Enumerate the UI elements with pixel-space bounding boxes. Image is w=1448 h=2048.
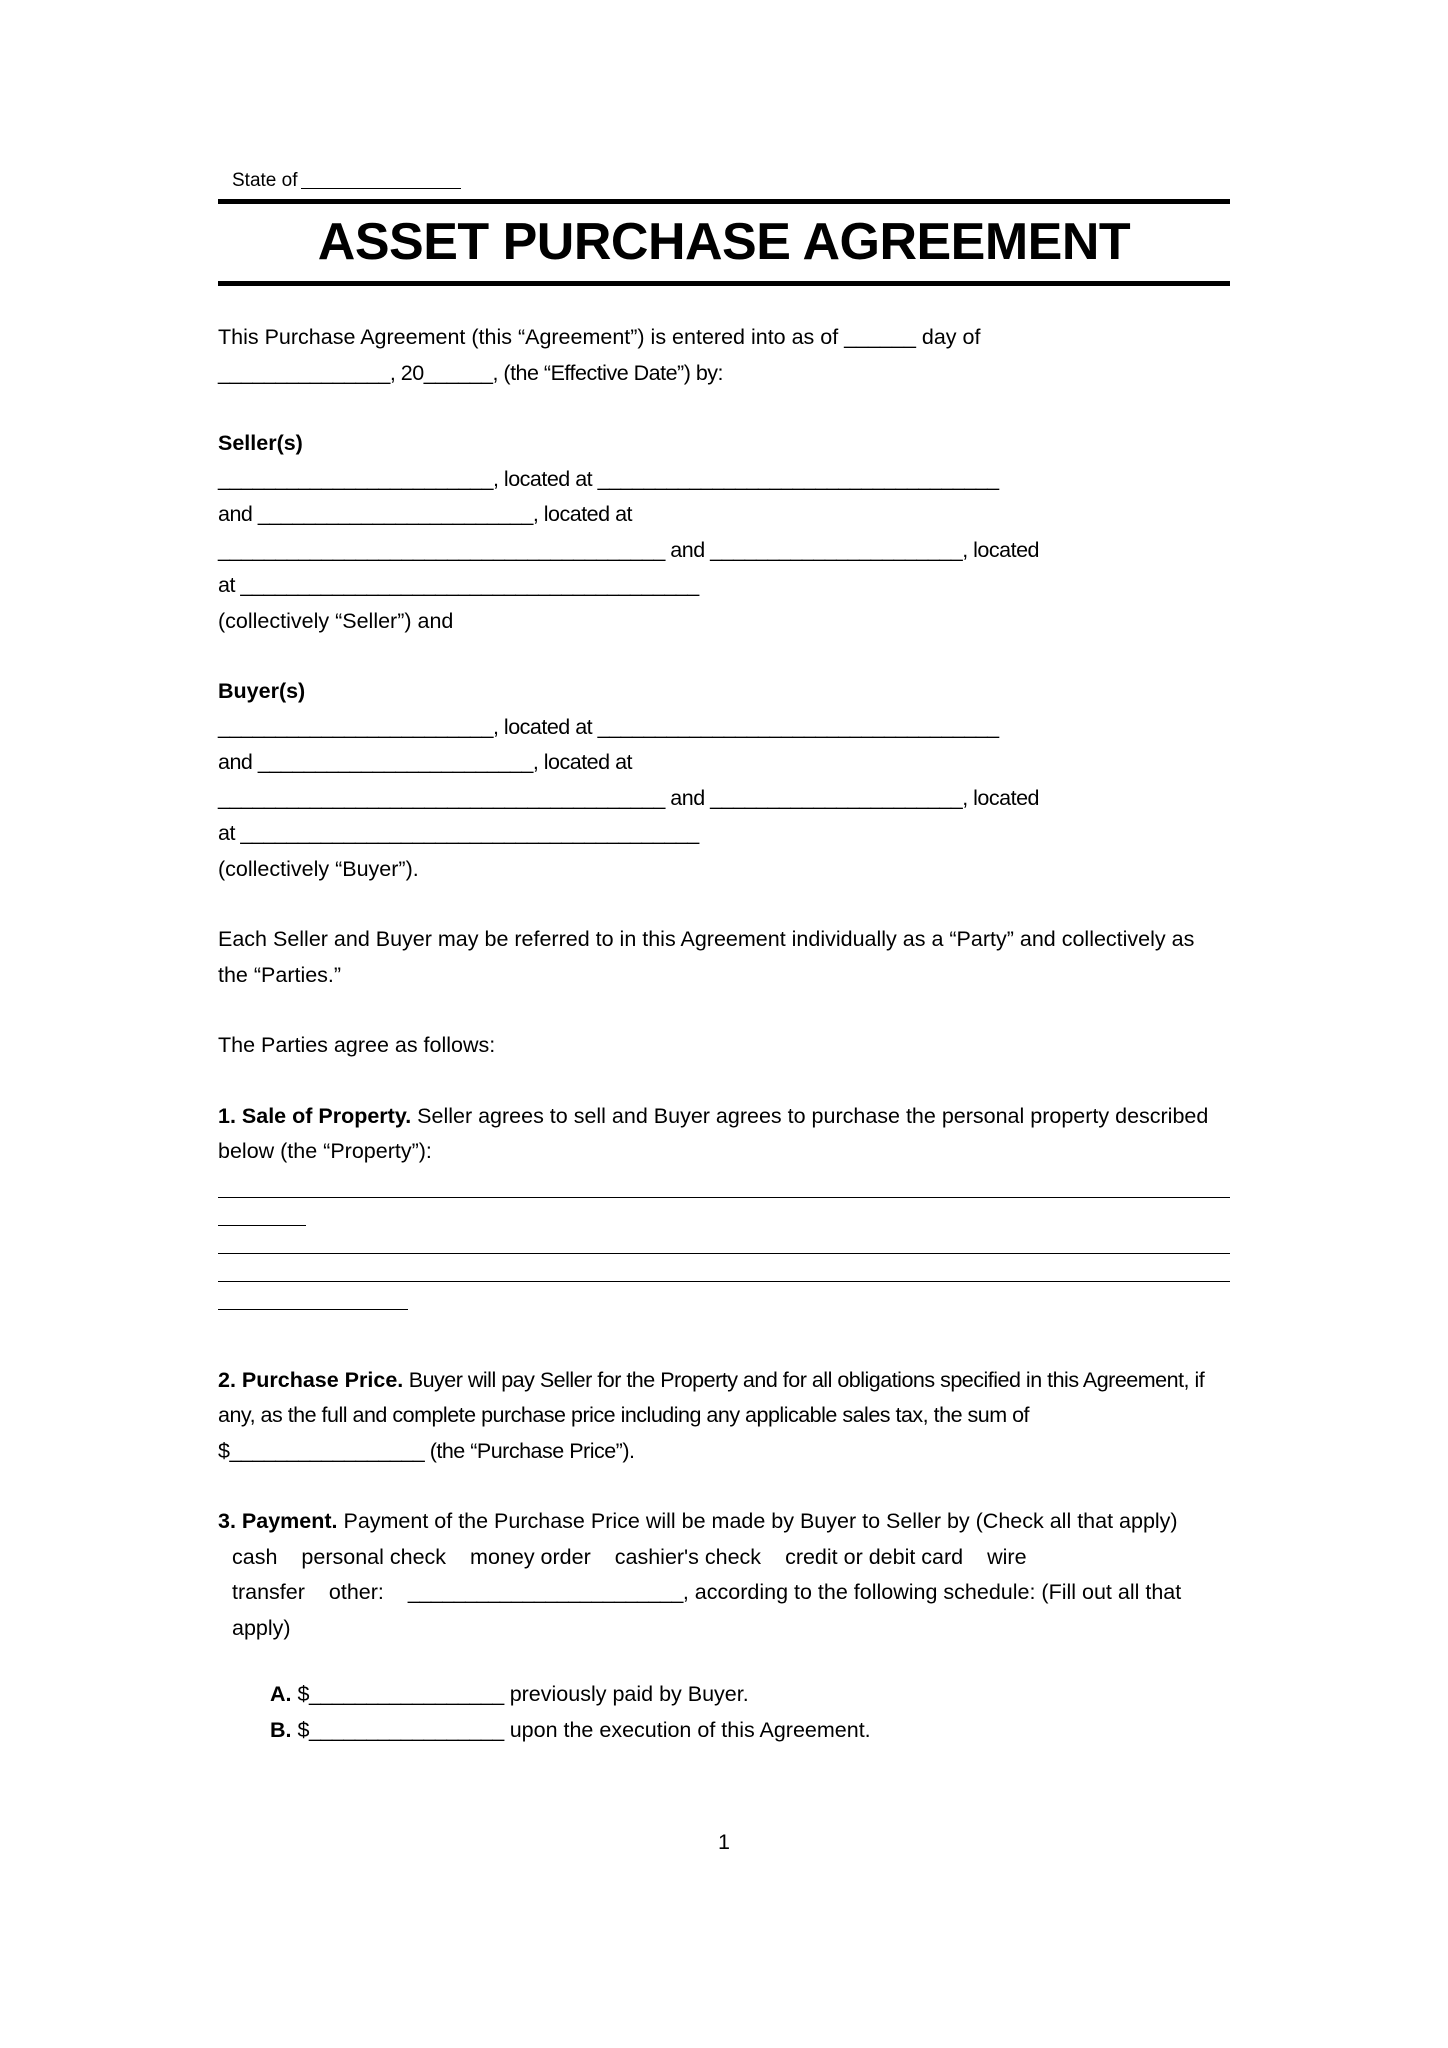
payment-option-personal-check[interactable]: personal check <box>301 1544 447 1569</box>
page-title: ASSET PURCHASE AGREEMENT <box>317 212 1131 271</box>
seller-line-3: _______________________________________ and ______________________, located <box>218 537 1039 562</box>
spacer <box>218 1646 1230 1676</box>
buyer-line-4: at ________________________________________ <box>218 821 699 846</box>
property-description-line-1[interactable] <box>218 1197 1230 1198</box>
property-description-line-4[interactable] <box>218 1281 1230 1282</box>
spacer <box>218 391 1230 426</box>
section-3-title: 3. Payment. <box>218 1509 338 1534</box>
seller-heading: Seller(s) <box>218 431 303 456</box>
payment-schedule-trailing: , according to the following schedule: (Fill out all that apply) <box>232 1580 1182 1640</box>
section-2-body: Buyer will pay Seller for the Property and for all obligations specified in this Agreement, if any, as the full and complete purchase price including any applicable sales tax, the sum of $_________________ (the “Purchase Price”). <box>218 1367 1205 1463</box>
spacer <box>218 1345 1230 1363</box>
seller-collective-line: (collectively “Seller”) and <box>218 608 454 633</box>
spacer <box>218 1064 1230 1099</box>
parties-paragraph: Each Seller and Buyer may be referred to in this Agreement individually as a “Party” and collectively as the “Parties.” <box>218 927 1195 987</box>
intro-line-2: _______________, 20______, (the “Effective Date”) by: <box>218 360 724 385</box>
intro-line-1: This Purchase Agreement (this “Agreement”) is entered into as of ______ day of <box>218 325 981 350</box>
schedule-item-a-amount[interactable]: $_________________ <box>297 1682 504 1707</box>
payment-schedule-item <box>218 1676 1230 1712</box>
document-body <box>218 286 1230 1748</box>
spacer <box>218 1310 1230 1345</box>
payment-options-row <box>218 1540 1230 1647</box>
state-of-label: State of <box>232 170 298 191</box>
schedule-item-b-label: B. <box>270 1718 292 1743</box>
section-3-body: Payment of the Purchase Price will be made by Buyer to Seller by (Check all that apply) <box>337 1509 1178 1534</box>
payment-option-cashiers-check[interactable]: cashier's check <box>614 1544 762 1569</box>
spacer <box>218 1469 1230 1504</box>
document-content <box>218 170 1230 1748</box>
schedule-item-a-text: previously paid by Buyer. <box>503 1682 749 1707</box>
section-1-body: Seller agrees to sell and Buyer agrees to purchase the personal property described below (the “Property”): <box>218 1103 1209 1164</box>
agree-line: The Parties agree as follows: <box>218 1033 496 1058</box>
section-2-title: 2. Purchase Price. <box>218 1367 404 1392</box>
section-purchase-price <box>218 1363 1230 1470</box>
payment-schedule-item <box>218 1712 1230 1748</box>
schedule-item-b-text: upon the execution of this Agreement. <box>503 1718 871 1743</box>
seller-line-2: and ________________________, located at <box>218 502 632 527</box>
section-sale-of-property <box>218 1099 1230 1170</box>
payment-option-cash[interactable]: cash <box>232 1544 278 1569</box>
buyer-line-2: and ________________________, located at <box>218 750 632 775</box>
buyer-line-3: _______________________________________ and ______________________, located <box>218 785 1039 810</box>
state-of-line <box>218 170 1230 193</box>
schedule-item-a-label: A. <box>270 1682 292 1707</box>
payment-option-credit-or-debit-card[interactable]: credit or debit card <box>785 1544 964 1569</box>
spacer <box>218 639 1230 674</box>
seller-line-4: at ________________________________________ <box>218 573 699 598</box>
schedule-item-b-amount[interactable]: $_________________ <box>297 1718 504 1743</box>
buyer-heading: Buyer(s) <box>218 679 306 704</box>
buyer-line-1: ________________________, located at ___________________________________ <box>218 714 999 739</box>
seller-line-1: ________________________, located at ___________________________________ <box>218 466 999 491</box>
buyer-collective-line: (collectively “Buyer”). <box>218 856 419 881</box>
section-1-title: 1. Sale of Property. <box>218 1103 412 1128</box>
state-of-blank[interactable] <box>301 188 461 189</box>
payment-option-other-blank[interactable]: ________________________ <box>407 1580 683 1605</box>
spacer <box>218 887 1230 922</box>
section-payment <box>218 1504 1230 1540</box>
payment-option-wire-transfer[interactable]: wire transfer <box>232 1544 1027 1605</box>
property-description-line-3[interactable] <box>218 1253 1230 1254</box>
payment-option-money-order[interactable]: money order <box>470 1544 591 1569</box>
payment-option-other-label[interactable]: other: <box>328 1580 384 1605</box>
page-number: 1 <box>718 1830 730 1854</box>
property-description-line-2[interactable] <box>218 1225 306 1226</box>
spacer <box>218 993 1230 1028</box>
